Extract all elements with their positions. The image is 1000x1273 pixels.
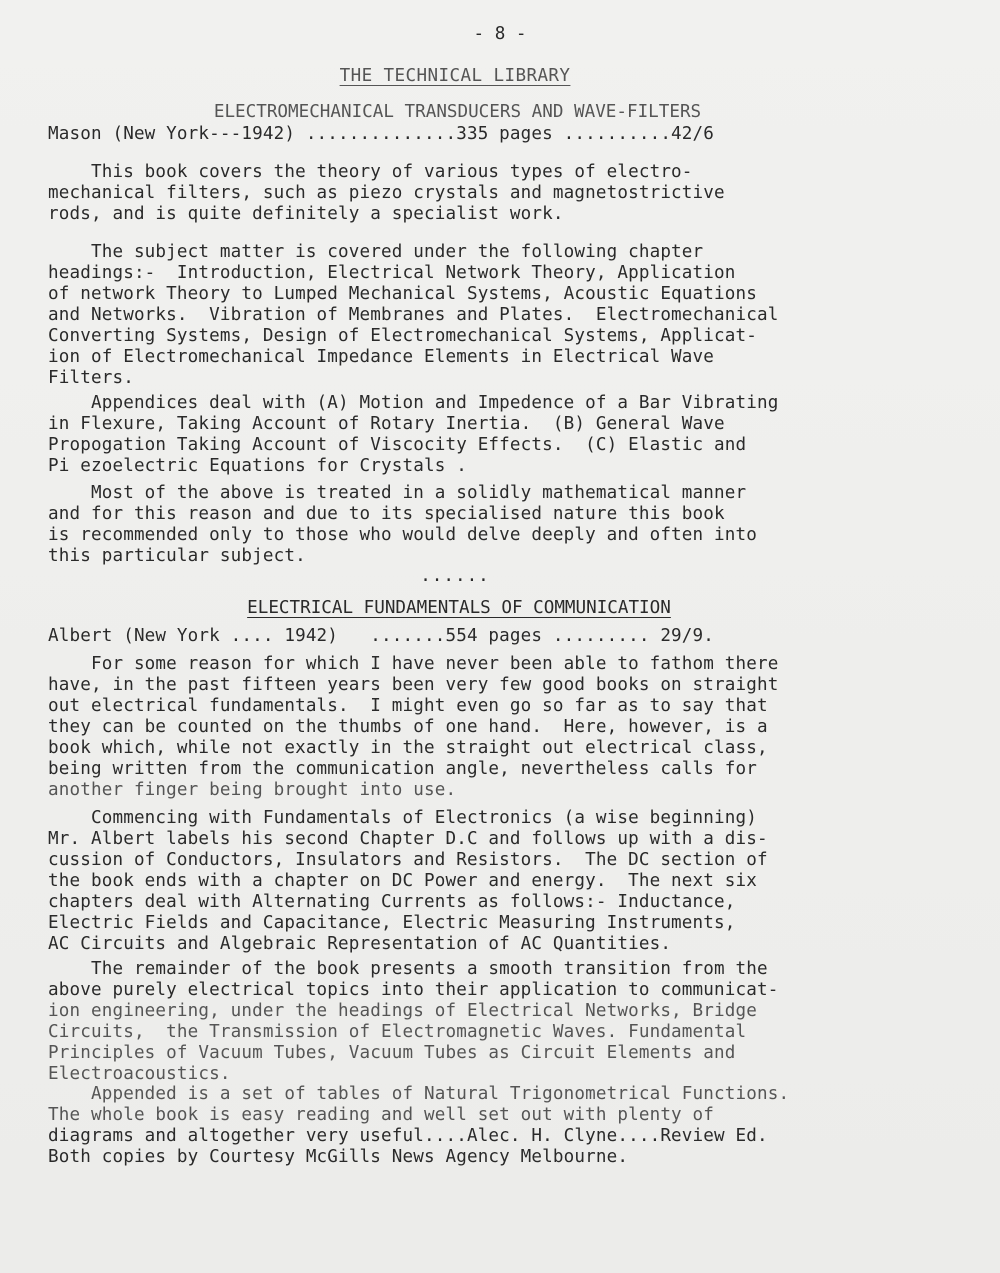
review1-p2-line3: of network Theory to Lumped Mechanical Systems, Acoustic Equations: [48, 284, 757, 304]
review2-p2-line1: Commencing with Fundamentals of Electronics (a wise beginning): [48, 808, 757, 828]
review1-p1-line3: rods, and is quite definitely a specialist work.: [48, 204, 564, 224]
review2-p1-line1: For some reason for which I have never been able to fathom there: [48, 654, 779, 674]
review2-p2-line6: Electric Fields and Capacitance, Electric Measuring Instruments,: [48, 913, 736, 933]
review1-p3-line1: Appendices deal with (A) Motion and Impedence of a Bar Vibrating: [48, 393, 779, 413]
review2-info: Albert (New York .... 1942) .......554 pages ......... 29/9.: [48, 626, 715, 646]
review2-p2-line4: the book ends with a chapter on DC Power and energy. The next six: [48, 871, 757, 891]
review1-title: ELECTROMECHANICAL TRANSDUCERS AND WAVE-FILTERS: [213, 102, 702, 122]
separator-dots: ......: [420, 566, 490, 586]
review1-p2-line7: Filters.: [48, 368, 134, 388]
review2-p2-line3: cussion of Conductors, Insulators and Resistors. The DC section of: [48, 850, 768, 870]
review1-p4-line2: and for this reason and due to its specialised nature this book: [48, 504, 725, 524]
review2-p4-line1: Appended is a set of tables of Natural Trigonometrical Functions.: [48, 1084, 790, 1104]
review2-p1-line5: book which, while not exactly in the straight out electrical class,: [48, 738, 768, 758]
review2-p3-line1: The remainder of the book presents a smooth transition from the: [48, 959, 768, 979]
review2-p3-line4: Circuits, the Transmission of Electromagnetic Waves. Fundamental: [48, 1022, 747, 1042]
review2-p3-line5: Principles of Vacuum Tubes, Vacuum Tubes as Circuit Elements and: [48, 1043, 736, 1063]
page-number: - 8 -: [473, 24, 527, 44]
review1-p2-line4: and Networks. Vibration of Membranes and Plates. Electromechanical: [48, 305, 779, 325]
review1-p2-line2: headings:- Introduction, Electrical Network Theory, Application: [48, 263, 736, 283]
review1-p2-line6: ion of Electromechanical Impedance Elements in Electrical Wave: [48, 347, 715, 367]
review2-p4-line3: diagrams and altogether very useful....Alec. H. Clyne....Review Ed.: [48, 1126, 768, 1146]
review1-p4-line3: is recommended only to those who would delve deeply and often into: [48, 525, 757, 545]
review2-p2-line2: Mr. Albert labels his second Chapter D.C and follows up with a dis-: [48, 829, 768, 849]
review1-p2-line1: The subject matter is covered under the following chapter: [48, 242, 704, 262]
review1-p4-line4: this particular subject.: [48, 546, 306, 566]
review2-p3-line2: above purely electrical topics into their application to communicat-: [48, 980, 779, 1000]
review1-p2-line5: Converting Systems, Design of Electromechanical Systems, Applicat-: [48, 326, 757, 346]
review2-p1-line2: have, in the past fifteen years been very few good books on straight: [48, 675, 779, 695]
review2-p1-line7: another finger being brought into use.: [48, 780, 457, 800]
review2-p2-line5: chapters deal with Alternating Currents as follows:- Inductance,: [48, 892, 736, 912]
review1-p3-line3: Propogation Taking Account of Viscocity Effects. (C) Elastic and: [48, 435, 747, 455]
review1-p3-line4: Pi ezoelectric Equations for Crystals .: [48, 456, 467, 476]
review2-p4-line2: The whole book is easy reading and well set out with plenty of: [48, 1105, 715, 1125]
review1-info: Mason (New York---1942) ..............335 pages ..........42/6: [48, 124, 715, 144]
review2-p4-line4: Both copies by Courtesy McGills News Agency Melbourne.: [48, 1147, 629, 1167]
review2-p3-line3: ion engineering, under the headings of Electrical Networks, Bridge: [48, 1001, 757, 1021]
review2-p2-line7: AC Circuits and Algebraic Representation of AC Quantities.: [48, 934, 672, 954]
review2-p3-line6: Electroacoustics.: [48, 1064, 231, 1084]
review1-p1-line1: This book covers the theory of various types of electro-: [48, 162, 693, 182]
review1-p1-line2: mechanical filters, such as piezo crystals and magnetostrictive: [48, 183, 725, 203]
review2-p1-line6: being written from the communication angle, nevertheless calls for: [48, 759, 757, 779]
review1-p3-line2: in Flexure, Taking Account of Rotary Inertia. (B) General Wave: [48, 414, 725, 434]
section-heading: THE TECHNICAL LIBRARY: [339, 66, 571, 86]
review1-p4-line1: Most of the above is treated in a solidly mathematical manner: [48, 483, 747, 503]
review2-p1-line4: they can be counted on the thumbs of one hand. Here, however, is a: [48, 717, 768, 737]
review2-title: ELECTRICAL FUNDAMENTALS OF COMMUNICATION: [247, 598, 671, 618]
review2-p1-line3: out electrical fundamentals. I might even go so far as to say that: [48, 696, 768, 716]
